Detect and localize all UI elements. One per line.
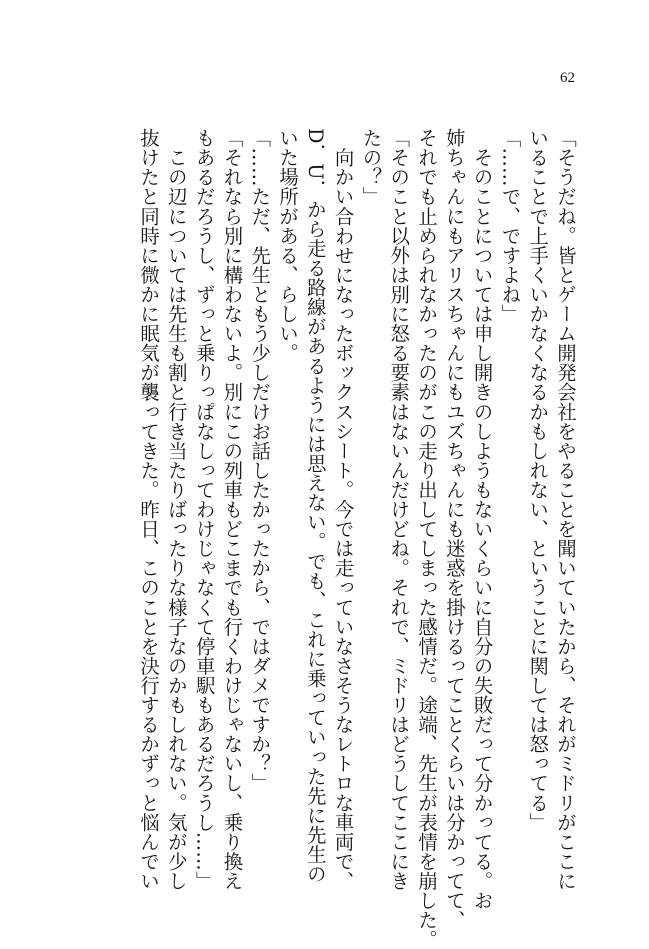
text-line: たの？」: [359, 128, 383, 207]
text-line: 向かい合わせになったボックスシート。今では走っていなさそうなレトロな車両で、: [331, 128, 355, 891]
text-line: いることで上手くいかなくなるかもしれない、ということに関しては怒ってる」: [526, 128, 550, 832]
page-number: 62: [560, 70, 575, 86]
text-line: 「……ただ、先生ともう少しだけお話したかったから、ではダメですか？」: [248, 128, 272, 793]
text-line: この辺については先生も割と行き当たりばったりな様子なのかもしれない。気が少し: [164, 128, 188, 891]
text-line: 姉ちゃんにもアリスちゃんにもユズちゃんにも迷惑を掛けるってことくらいは分かってて、: [442, 128, 466, 930]
text-line: 抜けたと同時に微かに眠気が襲ってきた。昨日、このことを決行するかずっと悩んでい: [137, 128, 161, 891]
novel-body-text: [134, 128, 579, 949]
text-line: 「それなら別に構わないよ。別にこの列車もどこまでも行くわけじゃないし、乗り換え: [220, 128, 244, 891]
text-line: そのことについては申し開きのしようもないくらいに自分の失敗だって分かってる。お: [470, 128, 494, 910]
text-line: 「……で、ですよね」: [498, 128, 522, 324]
text-line: もあるだろうし、ずっと乗りっぱなしってわけじゃなくて停車駅もあるだろうし……」: [192, 128, 216, 891]
text-line: 「そのこと以外は別に怒る要素はないんだけどね。それで、ミドリはどうしてここにき: [387, 128, 411, 891]
text-line: D．U．から走る路線があるようには思えない。でも、これに乗っていった先に先生の: [303, 128, 327, 884]
text-line: それでも止められなかったのがこの走り出してしまった感情だ。途端、先生が表情を崩した。: [415, 128, 439, 949]
text-line: いた場所がある、らしい。: [276, 128, 300, 363]
text-line: 「そうだね。皆とゲーム開発会社をやることを聞いていたから、それがミドリがここに: [554, 128, 577, 891]
